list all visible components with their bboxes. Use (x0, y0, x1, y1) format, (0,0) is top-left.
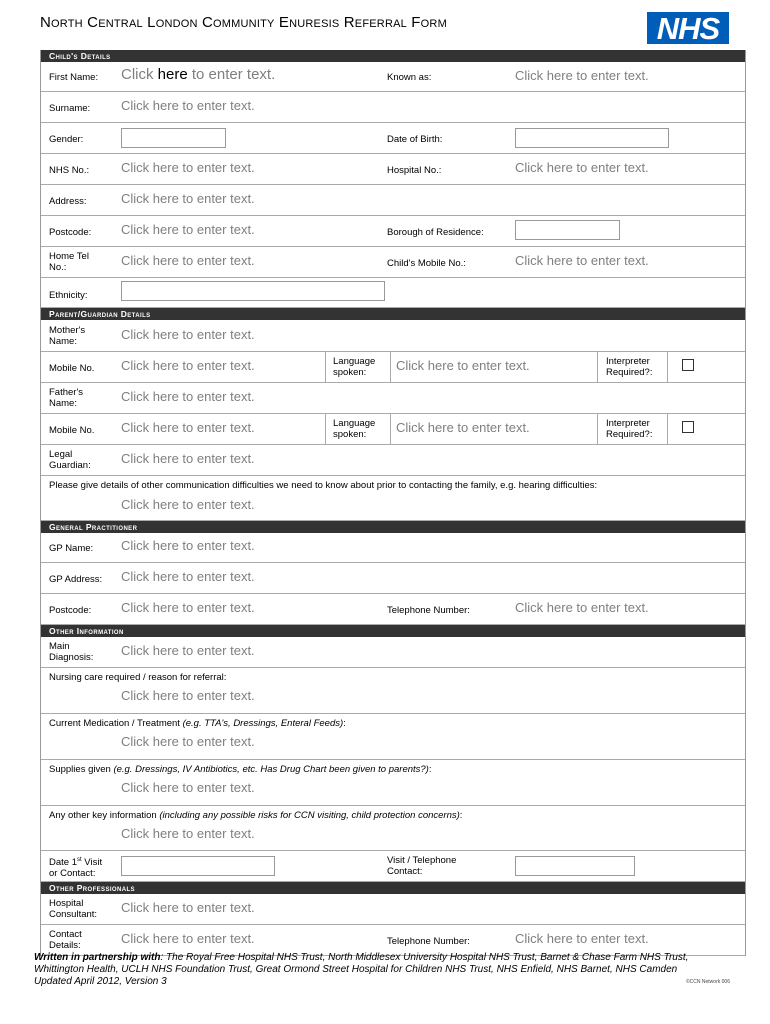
nhs-logo: NHS (647, 12, 729, 44)
gp-postcode-label: Postcode: (49, 605, 92, 616)
section-childs-details: Child's Details (41, 50, 745, 62)
address-label: Address: (49, 196, 87, 207)
row-communication (41, 476, 745, 521)
ethnicity-label: Ethnicity: (49, 290, 88, 301)
row-father-name (41, 383, 745, 414)
known-as-field[interactable]: Click here to enter text. (515, 68, 649, 83)
page-title: North Central London Community Enuresis Referral Form (40, 14, 447, 31)
section-parent-guardian: Parent/Guardian Details (41, 308, 745, 320)
row-home-tel (41, 247, 745, 278)
row-key-information (41, 806, 745, 851)
mother-language-label: Language spoken: (333, 356, 376, 378)
row-address (41, 185, 745, 216)
first-visit-label: Date 1st Visit or Contact: (49, 857, 103, 880)
borough-field[interactable] (515, 220, 620, 240)
gp-address-label: GP Address: (49, 574, 103, 585)
mother-mobile-field[interactable]: Click here to enter text. (121, 358, 255, 373)
key-information-label: Any other key information (including any possible risks for CCN visiting, child protection concerns): (49, 810, 463, 821)
row-surname (41, 92, 745, 123)
hospital-no-label: Hospital No.: (387, 165, 442, 176)
mother-name-label: Mother's Name: (49, 325, 86, 347)
row-gp-postcode (41, 594, 745, 625)
contact-details-field[interactable]: Click here to enter text. (121, 931, 255, 946)
gp-address-field[interactable]: Click here to enter text. (121, 569, 255, 584)
hospital-consultant-label: Hospital Consultant: (49, 898, 98, 920)
row-first-visit (41, 851, 745, 882)
first-name-field[interactable]: Click here to enter text. (121, 66, 276, 83)
section-general-practitioner: General Practitioner (41, 521, 745, 533)
legal-guardian-field[interactable]: Click here to enter text. (121, 451, 255, 466)
communication-label: Please give details of other communication difficulties we need to know about prior to contacting the family, e.g. hearing difficulties: (49, 480, 598, 491)
row-mother-mobile (41, 352, 745, 383)
referral-form (40, 50, 746, 956)
row-supplies (41, 760, 745, 806)
father-name-label: Father's Name: (49, 387, 84, 409)
gender-label: Gender: (49, 134, 84, 145)
dob-field[interactable] (515, 128, 669, 148)
nhs-no-label: NHS No.: (49, 165, 90, 176)
surname-label: Surname: (49, 103, 91, 114)
father-language-label: Language spoken: (333, 418, 376, 440)
footer-version: Updated April 2012, Version 3 (34, 976, 167, 987)
communication-field[interactable]: Click here to enter text. (121, 497, 255, 512)
row-gp-name (41, 533, 745, 563)
first-visit-field[interactable] (121, 856, 275, 876)
section-other-information: Other Information (41, 625, 745, 637)
footer-partners: : The Royal Free Hospital NHS Trust, North Middlesex University Hospital NHS Trust, Barnet & Chase Farm NHS Trust, Whittington Health, UCLH NHS Foundation Trust, Great Ormond Street Hospital for Children NHS Trust, NHS Enfield, NHS Barnet, NHS Camden (34, 952, 689, 975)
borough-label: Borough of Residence: (387, 227, 484, 238)
row-postcode (41, 216, 745, 247)
father-name-field[interactable]: Click here to enter text. (121, 389, 255, 404)
nursing-care-label: Nursing care required / reason for referral: (49, 672, 227, 683)
gender-field[interactable] (121, 128, 226, 148)
visit-contact-label: Visit / Telephone Contact: (387, 855, 457, 877)
ethnicity-field[interactable] (121, 281, 385, 301)
section-other-professionals: Other Professionals (41, 882, 745, 894)
child-mobile-field[interactable]: Click here to enter text. (515, 253, 649, 268)
main-diagnosis-label: Main Diagnosis: (49, 641, 94, 663)
hospital-no-field[interactable]: Click here to enter text. (515, 160, 649, 175)
hospital-consultant-field[interactable]: Click here to enter text. (121, 900, 255, 915)
gp-name-label: GP Name: (49, 543, 94, 554)
dob-label: Date of Birth: (387, 134, 443, 145)
row-legal-guardian (41, 445, 745, 476)
row-father-mobile (41, 414, 745, 445)
contact-details-label: Contact Details: (49, 929, 82, 951)
row-first-name (41, 62, 745, 92)
home-tel-field[interactable]: Click here to enter text. (121, 253, 255, 268)
nhs-no-field[interactable]: Click here to enter text. (121, 160, 255, 175)
father-language-field[interactable]: Click here to enter text. (396, 420, 530, 435)
main-diagnosis-field[interactable]: Click here to enter text. (121, 643, 255, 658)
supplies-label: Supplies given (e.g. Dressings, IV Antibiotics, etc. Has Drug Chart been given to parents?): (49, 764, 432, 775)
prof-telephone-label: Telephone Number: (387, 936, 470, 947)
father-mobile-field[interactable]: Click here to enter text. (121, 420, 255, 435)
child-mobile-label: Child's Mobile No.: (387, 258, 466, 269)
known-as-label: Known as: (387, 72, 432, 83)
row-nursing-care (41, 668, 745, 714)
row-hospital-consultant (41, 894, 745, 925)
row-nhs-no (41, 154, 745, 185)
postcode-label: Postcode: (49, 227, 92, 238)
mother-language-field[interactable]: Click here to enter text. (396, 358, 530, 373)
footer-reference: ©CCN Network 006 (686, 979, 730, 985)
postcode-field[interactable]: Click here to enter text. (121, 222, 255, 237)
gp-postcode-field[interactable]: Click here to enter text. (121, 600, 255, 615)
mother-mobile-label: Mobile No. (49, 363, 95, 374)
medication-label: Current Medication / Treatment (e.g. TTA's, Dressings, Enteral Feeds): (49, 718, 346, 729)
mother-interpreter-checkbox[interactable] (682, 359, 694, 371)
footer-partnership-heading: Written in partnership with (34, 952, 161, 963)
home-tel-label: Home Tel No.: (49, 251, 89, 273)
footer (34, 952, 734, 988)
key-information-field[interactable]: Click here to enter text. (121, 826, 255, 841)
surname-field[interactable]: Click here to enter text. (121, 98, 255, 113)
address-field[interactable]: Click here to enter text. (121, 191, 255, 206)
row-gender (41, 123, 745, 154)
row-medication (41, 714, 745, 760)
legal-guardian-label: Legal Guardian: (49, 449, 91, 471)
gp-name-field[interactable]: Click here to enter text. (121, 538, 255, 553)
row-ethnicity (41, 278, 745, 308)
father-mobile-label: Mobile No. (49, 425, 95, 436)
nursing-care-field[interactable]: Click here to enter text. (121, 688, 255, 703)
supplies-field[interactable]: Click here to enter text. (121, 780, 255, 795)
medication-field[interactable]: Click here to enter text. (121, 734, 255, 749)
row-gp-address (41, 563, 745, 594)
gp-telephone-label: Telephone Number: (387, 605, 470, 616)
row-main-diagnosis (41, 637, 745, 668)
mother-interpreter-label: Interpreter Required?: (606, 356, 653, 378)
prof-telephone-field[interactable]: Click here to enter text. (515, 931, 649, 946)
mother-name-field[interactable]: Click here to enter text. (121, 327, 255, 342)
gp-telephone-field[interactable]: Click here to enter text. (515, 600, 649, 615)
father-interpreter-checkbox[interactable] (682, 421, 694, 433)
first-name-label: First Name: (49, 72, 99, 83)
visit-contact-field[interactable] (515, 856, 635, 876)
row-mother-name (41, 320, 745, 352)
father-interpreter-label: Interpreter Required?: (606, 418, 653, 440)
